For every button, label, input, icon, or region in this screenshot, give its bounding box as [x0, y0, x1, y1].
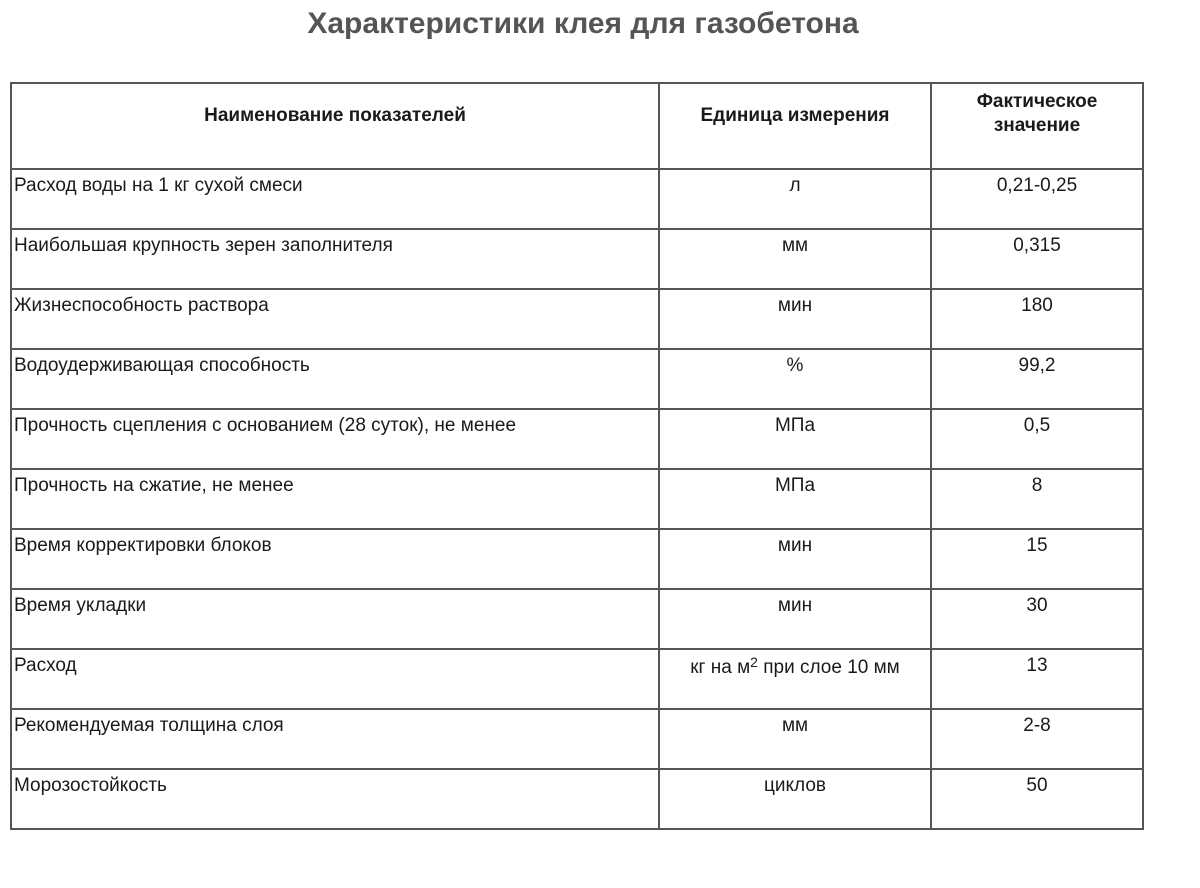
row-name: Водоудерживающая способность — [11, 349, 659, 409]
row-unit: мин — [659, 529, 931, 589]
table-row — [11, 169, 1143, 229]
table-row — [11, 709, 1143, 769]
row-value: 0,5 — [931, 409, 1143, 469]
row-unit: л — [659, 169, 931, 229]
header-value: Фактическое значение — [931, 83, 1143, 169]
row-value: 30 — [931, 589, 1143, 649]
row-name: Наибольшая крупность зерен заполнителя — [11, 229, 659, 289]
row-name: Прочность сцепления с основанием (28 суток), не менее — [11, 409, 659, 469]
row-unit: МПа — [659, 409, 931, 469]
row-unit: МПа — [659, 469, 931, 529]
row-value: 15 — [931, 529, 1143, 589]
page-title: Характеристики клея для газобетона — [307, 7, 859, 40]
table-row — [11, 649, 1143, 709]
row-value: 0,21-0,25 — [931, 169, 1143, 229]
row-unit: % — [659, 349, 931, 409]
table-row — [11, 409, 1143, 469]
row-name: Время укладки — [11, 589, 659, 649]
row-value: 99,2 — [931, 349, 1143, 409]
row-unit: мин — [659, 589, 931, 649]
header-unit: Единица измерения — [659, 83, 931, 169]
row-unit — [659, 649, 931, 709]
spec-table — [10, 82, 1144, 830]
table-row — [11, 229, 1143, 289]
table-row — [11, 289, 1143, 349]
row-value: 0,315 — [931, 229, 1143, 289]
table-row — [11, 349, 1143, 409]
row-value: 8 — [931, 469, 1143, 529]
table-row — [11, 769, 1143, 829]
row-unit: мм — [659, 709, 931, 769]
row-name: Время корректировки блоков — [11, 529, 659, 589]
row-unit: циклов — [659, 769, 931, 829]
row-value: 50 — [931, 769, 1143, 829]
row-value: 13 — [931, 649, 1143, 709]
row-value: 180 — [931, 289, 1143, 349]
row-unit: мм — [659, 229, 931, 289]
table-row — [11, 529, 1143, 589]
unit-superscript: 2 — [750, 654, 758, 670]
row-unit: мин — [659, 289, 931, 349]
table-row — [11, 589, 1143, 649]
row-name: Расход — [11, 649, 659, 709]
header-name: Наименование показателей — [11, 83, 659, 169]
row-name: Морозостойкость — [11, 769, 659, 829]
row-name: Рекомендуемая толщина слоя — [11, 709, 659, 769]
row-value: 2-8 — [931, 709, 1143, 769]
unit-suffix: при слое 10 мм — [757, 657, 900, 678]
row-name: Прочность на сжатие, не менее — [11, 469, 659, 529]
table-header-row — [11, 83, 1143, 169]
row-name: Жизнеспособность раствора — [11, 289, 659, 349]
row-name: Расход воды на 1 кг сухой смеси — [11, 169, 659, 229]
table-row — [11, 469, 1143, 529]
unit-prefix: кг на м — [690, 657, 751, 678]
